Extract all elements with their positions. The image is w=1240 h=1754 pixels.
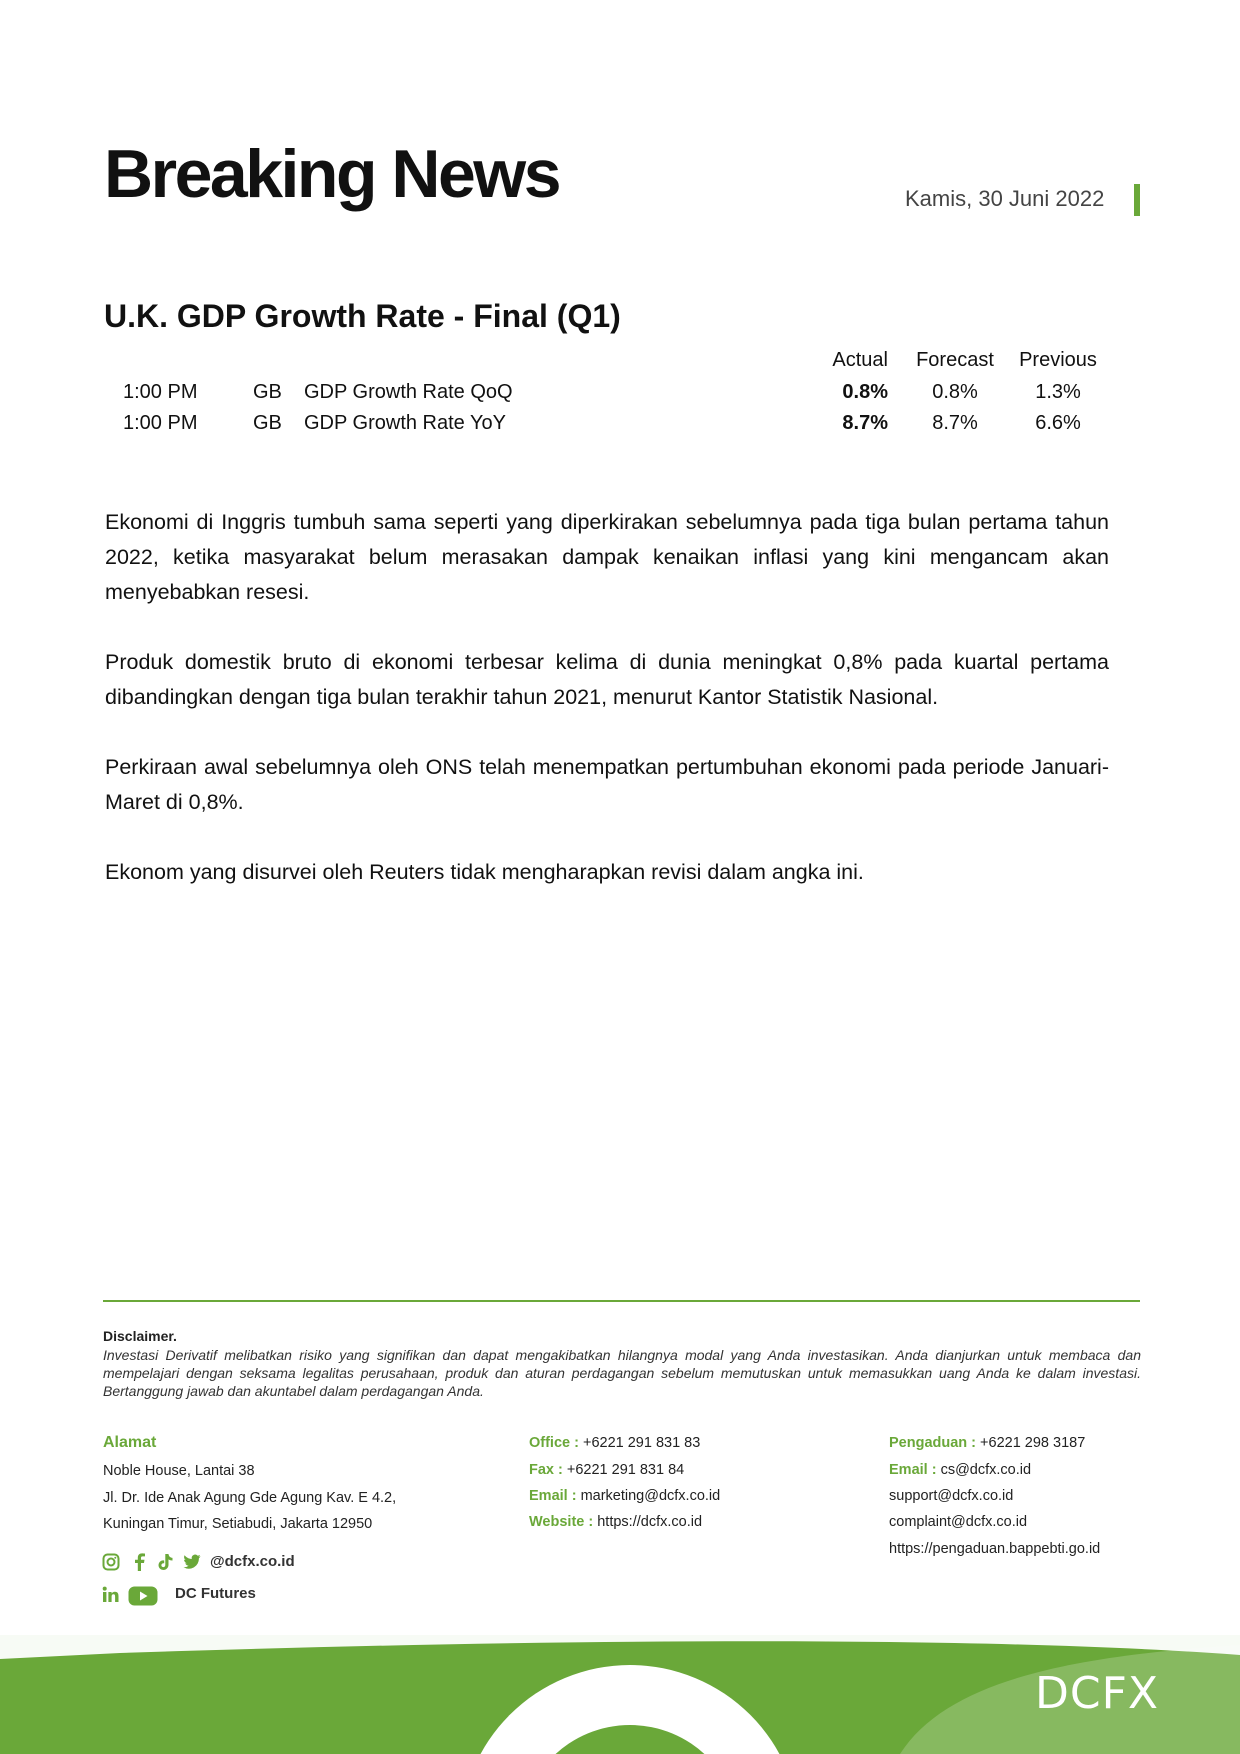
office-phone — [529, 1435, 700, 1451]
fax-label: Fax : — [529, 1462, 563, 1478]
complaint-email-link[interactable]: cs@dcfx.co.id — [940, 1462, 1032, 1478]
contact-email — [529, 1488, 720, 1504]
facebook-icon[interactable] — [132, 1553, 146, 1571]
row-event: GDP Growth Rate YoY — [304, 412, 506, 434]
row-actual: 0.8% — [842, 381, 888, 403]
complaint-phone — [889, 1435, 1085, 1451]
col-previous-header: Previous — [1019, 349, 1097, 371]
company-name: DC Futures — [175, 1585, 256, 1602]
address-label: Alamat — [103, 1434, 157, 1451]
footer-divider — [103, 1300, 1140, 1302]
website-label: Website : — [529, 1514, 594, 1530]
article-paragraph: Ekonom yang disurvei oleh Reuters tidak mengharapkan revisi dalam angka ini. — [105, 860, 864, 884]
twitter-icon[interactable] — [183, 1554, 201, 1570]
row-previous: 6.6% — [1035, 412, 1081, 434]
address-line: Noble House, Lantai 38 — [103, 1463, 255, 1479]
accent-bar — [1134, 184, 1140, 216]
office-value: +6221 291 831 83 — [582, 1435, 701, 1451]
row-forecast: 0.8% — [932, 381, 978, 403]
address-line: Kuningan Timur, Setiabudi, Jakarta 12950 — [103, 1516, 373, 1532]
complaint-label: Pengaduan : — [889, 1435, 977, 1451]
bappebti-link[interactable]: https://pengaduan.bappebti.go.id — [889, 1541, 1101, 1557]
row-country: GB — [253, 381, 282, 403]
email-link[interactable]: marketing@dcfx.co.id — [580, 1488, 721, 1504]
tiktok-icon[interactable] — [156, 1553, 174, 1571]
disclaimer-title: Disclaimer. — [103, 1328, 177, 1344]
article-paragraph: Ekonomi di Inggris tumbuh sama seperti yang diperkirakan sebelumnya pada tiga bulan pertama tahun 2022, ketika masyarakat belum merasakan dampak kenaikan inflasi yang kini mengancam akan menyebabkan resesi. — [105, 510, 1109, 604]
fax-value: +6221 291 831 84 — [566, 1462, 685, 1478]
social-handle[interactable]: @dcfx.co.id — [210, 1553, 295, 1570]
publish-date: Kamis, 30 Juni 2022 — [905, 186, 1105, 211]
complaint-phone-value: +6221 298 3187 — [980, 1435, 1086, 1451]
row-previous: 1.3% — [1035, 381, 1081, 403]
brand-logo: DCFX — [1035, 1668, 1160, 1719]
contact-website — [529, 1514, 702, 1530]
row-time: 1:00 PM — [123, 381, 198, 403]
email-label: Email : — [529, 1488, 577, 1504]
row-time: 1:00 PM — [123, 412, 198, 434]
support-email-link[interactable]: support@dcfx.co.id — [889, 1488, 1014, 1504]
disclaimer-text: Investasi Derivatif melibatkan risiko yang signifikan dan dapat mengakibatkan hilangnya modal yang Anda investasikan. Anda dianjurkan untuk membaca dan mempelajari dengan seksama legalitas perusahaan, produk dan aturan perdagangan sebelum memutuskan untuk memasukkan uang Anda ke dalam investasi. Bertanggung jawab dan akuntabel dalam perdagangan Anda. — [103, 1347, 1141, 1399]
page-title: Breaking News — [104, 136, 560, 212]
row-actual: 8.7% — [842, 412, 888, 434]
article-paragraph: Perkiraan awal sebelumnya oleh ONS telah menempatkan pertumbuhan ekonomi pada periode Januari-Maret di 0,8%. — [105, 755, 1109, 814]
website-link[interactable]: https://dcfx.co.id — [597, 1514, 703, 1530]
complaint-email-label: Email : — [889, 1462, 937, 1478]
row-country: GB — [253, 412, 282, 434]
article-paragraph: Produk domestik bruto di ekonomi terbesar kelima di dunia meningkat 0,8% pada kuartal pertama dibandingkan dengan tiga bulan terakhir tahun 2021, menurut Kantor Statistik Nasional. — [105, 650, 1109, 709]
fax-number — [529, 1462, 684, 1478]
address-line: Jl. Dr. Ide Anak Agung Gde Agung Kav. E 4.2, — [103, 1490, 397, 1506]
report-title: U.K. GDP Growth Rate - Final (Q1) — [104, 298, 621, 334]
complaint-email-link[interactable]: complaint@dcfx.co.id — [889, 1514, 1028, 1530]
instagram-icon[interactable] — [102, 1553, 120, 1571]
linkedin-icon[interactable] — [102, 1586, 119, 1603]
row-forecast: 8.7% — [932, 412, 978, 434]
col-forecast-header: Forecast — [916, 349, 994, 371]
col-actual-header: Actual — [832, 349, 888, 371]
youtube-icon[interactable] — [128, 1586, 158, 1606]
complaint-email — [889, 1462, 1031, 1478]
row-event: GDP Growth Rate QoQ — [304, 381, 513, 403]
office-label: Office : — [529, 1435, 579, 1451]
